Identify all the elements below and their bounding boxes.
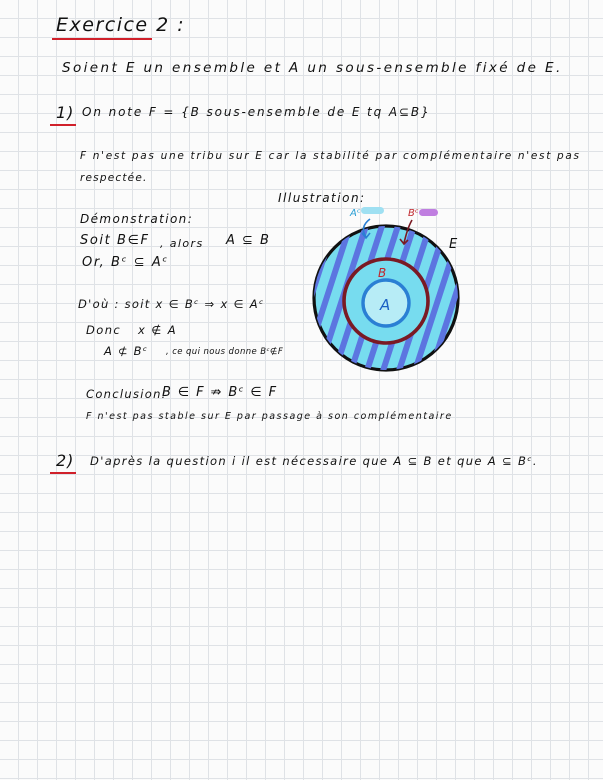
- q1-answer-line1: F n'est pas une tribu sur E car la stabilité par complémentaire n'est pas: [80, 150, 581, 162]
- demo-line3: D'où : soit x ∈ Bᶜ ⇒ x ∈ Aᶜ: [78, 297, 265, 311]
- q1-number-underline: [50, 124, 76, 126]
- venn-diagram: [300, 195, 500, 380]
- hatch-stripe: [300, 195, 312, 380]
- q2-statement: D'après la question i il est nécessaire que A ⊆ B et que A ⊆ Bᶜ.: [90, 454, 538, 468]
- label-b-complement: Bᶜ: [408, 208, 419, 219]
- hatch-stripe: [492, 195, 500, 380]
- conclusion-expression: B ∈ F ⇏ Bᶜ ∈ F: [162, 385, 278, 400]
- title-underline: [52, 38, 152, 40]
- intro-sentence: Soient E un ensemble et A un sous-ensemble fixé de E.: [62, 60, 563, 76]
- b-complement-swatch: [419, 209, 438, 216]
- demo-line2: Or, Bᶜ ⊆ Aᶜ: [82, 255, 169, 270]
- label-a: A: [380, 296, 391, 314]
- demo-line4-right: x ∉ A: [138, 323, 178, 337]
- label-a-complement: Aᶜ: [350, 208, 361, 219]
- q1-statement: On note F = {B sous-ensemble de E tq A⊆B}: [82, 105, 431, 119]
- label-e: E: [449, 237, 458, 252]
- hatch-stripe: [460, 195, 500, 380]
- q1-number: 1): [56, 103, 75, 122]
- demo-line1-left: Soit B∈F: [80, 233, 150, 248]
- demo-line5-left: A ⊄ Bᶜ: [104, 344, 149, 358]
- demo-line4-left: Donc: [86, 323, 122, 337]
- q2-number: 2): [56, 451, 75, 470]
- q2-number-underline: [50, 472, 76, 474]
- conclusion-label: Conclusion:: [86, 387, 167, 401]
- illustration-label: Illustration:: [278, 191, 366, 205]
- label-b: B: [378, 266, 387, 280]
- hatch-stripe: [476, 195, 500, 380]
- demo-line1-mid: , alors: [160, 237, 204, 250]
- a-complement-swatch: [361, 207, 384, 214]
- q1-answer-line2: respectée.: [80, 172, 148, 184]
- conclusion-line2: F n'est pas stable sur E par passage à son complémentaire: [86, 411, 453, 422]
- demo-heading: Démonstration:: [80, 212, 194, 226]
- demo-line5-right: , ce qui nous donne Bᶜ∉F: [166, 347, 284, 357]
- exercise-title: Exercice 2 :: [56, 14, 186, 36]
- demo-line1-right: A ⊆ B: [226, 233, 271, 248]
